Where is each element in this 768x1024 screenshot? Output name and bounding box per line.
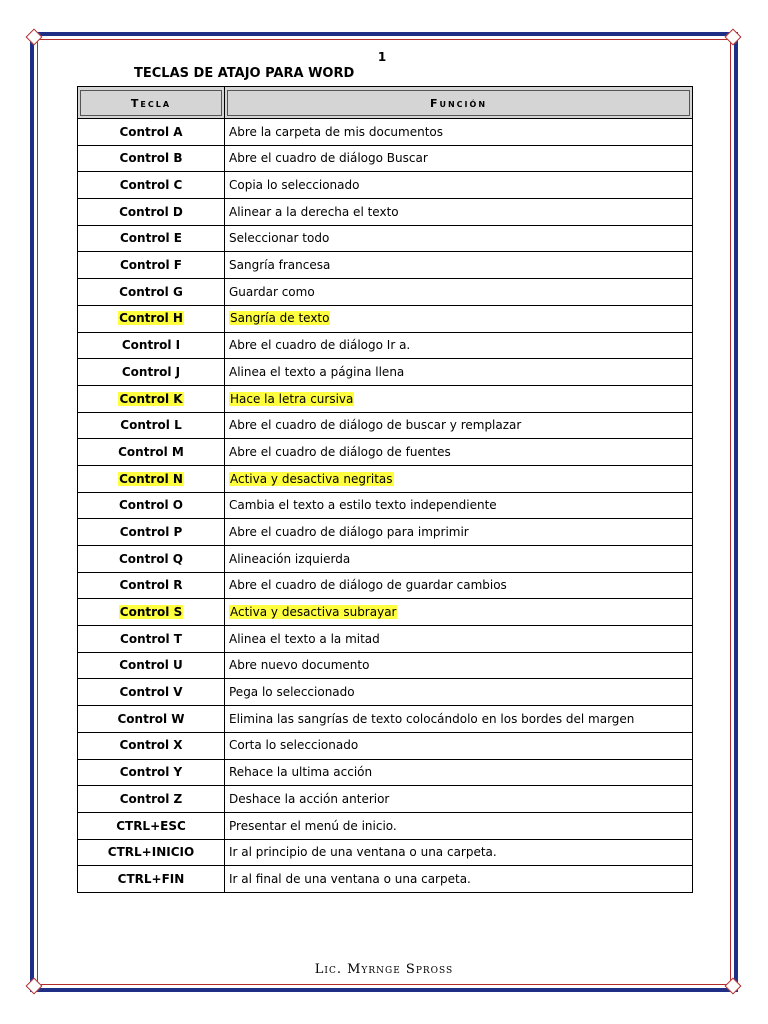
shortcut-function: Abre el cuadro de diálogo Ir a.: [229, 338, 411, 353]
shortcut-function-cell: [225, 332, 693, 359]
shortcut-key-cell: [78, 759, 225, 786]
shortcut-function-cell: [225, 546, 693, 573]
shortcut-function-cell: [225, 199, 693, 226]
shortcut-key: Control W: [117, 711, 185, 726]
document-title: TECLAS DE ATAJO PARA WORD: [134, 66, 355, 81]
shortcut-key: Control Y: [119, 765, 183, 780]
table-row: [78, 119, 693, 146]
shortcut-function-cell: [225, 279, 693, 306]
shortcut-key: Control T: [120, 631, 182, 646]
shortcut-function-cell: [225, 252, 693, 279]
shortcut-key: Control P: [119, 524, 183, 539]
table-row: [78, 679, 693, 706]
shortcut-key: Control M: [118, 444, 184, 459]
table-row: [78, 839, 693, 866]
shortcut-key: CTRL+ESC: [116, 818, 186, 833]
table-row: [78, 546, 693, 573]
shortcut-function-cell: [225, 359, 693, 386]
shortcut-key-cell: [78, 119, 225, 146]
shortcut-key-cell: [78, 492, 225, 519]
shortcut-function: Abre nuevo documento: [229, 658, 370, 673]
shortcut-function: Abre el cuadro de diálogo de fuentes: [229, 444, 451, 459]
shortcut-key-cell: [78, 439, 225, 466]
shortcut-function: Corta lo seleccionado: [229, 738, 359, 753]
shortcut-key: Control K: [119, 391, 183, 406]
shortcut-function-cell: [225, 412, 693, 439]
shortcut-key: Control R: [119, 578, 183, 593]
shortcut-key-cell: [78, 519, 225, 546]
shortcut-function-cell: [225, 305, 693, 332]
shortcut-key: Control F: [120, 258, 182, 273]
shortcut-function-cell: [225, 572, 693, 599]
shortcut-key-cell: [78, 839, 225, 866]
shortcut-function-cell: [225, 119, 693, 146]
shortcut-function: Hace la letra cursiva: [230, 391, 354, 406]
shortcut-key-cell: [78, 866, 225, 893]
table-row: [78, 252, 693, 279]
shortcut-function: Activa y desactiva negritas: [230, 471, 393, 486]
shortcut-function-cell: [225, 519, 693, 546]
shortcut-key: Control H: [119, 311, 183, 326]
shortcut-function-cell: [225, 599, 693, 626]
shortcut-key-cell: [78, 252, 225, 279]
shortcut-key-cell: [78, 572, 225, 599]
shortcuts-table: [77, 86, 693, 893]
shortcut-function: Pega lo seleccionado: [229, 685, 355, 700]
shortcut-function-cell: [225, 145, 693, 172]
shortcut-function: Presentar el menú de inicio.: [229, 818, 397, 833]
signature: Lic. Myrnge Spross: [314, 962, 454, 977]
shortcut-key: Control Q: [119, 551, 183, 566]
shortcut-function: Cambia el texto a estilo texto independiente: [229, 498, 497, 513]
shortcut-function: Elimina las sangrías de texto colocándolo en los bordes del margen: [229, 711, 635, 726]
header-function: [225, 87, 693, 119]
shortcut-key-cell: [78, 145, 225, 172]
shortcut-key: Control Z: [119, 791, 183, 806]
shortcut-function: Rehace la ultima acción: [229, 765, 373, 780]
shortcut-function-cell: [225, 759, 693, 786]
table-row: [78, 759, 693, 786]
shortcut-function: Guardar como: [229, 284, 315, 299]
shortcut-function-cell: [225, 786, 693, 813]
shortcut-key: CTRL+INICIO: [107, 845, 195, 860]
shortcut-function-cell: [225, 626, 693, 653]
shortcut-function: Abre el cuadro de diálogo de buscar y remplazar: [229, 418, 522, 433]
shortcut-function: Abre el cuadro de diálogo para imprimir: [229, 524, 469, 539]
shortcut-key-cell: [78, 706, 225, 733]
table-row: [78, 145, 693, 172]
shortcut-key-cell: [78, 412, 225, 439]
shortcut-key-cell: [78, 786, 225, 813]
shortcut-key: Control B: [119, 151, 183, 166]
shortcut-key-cell: [78, 225, 225, 252]
shortcut-function: Sangría francesa: [229, 258, 331, 273]
shortcut-function-cell: [225, 706, 693, 733]
shortcut-function: Alinear a la derecha el texto: [229, 204, 399, 219]
header-function-label: Función: [227, 90, 690, 116]
table-row: [78, 572, 693, 599]
shortcut-key-cell: [78, 679, 225, 706]
shortcut-key-cell: [78, 652, 225, 679]
shortcut-function-cell: [225, 439, 693, 466]
shortcut-key: Control E: [120, 231, 182, 246]
shortcut-key: Control N: [119, 471, 183, 486]
shortcut-function-cell: [225, 679, 693, 706]
table-row: [78, 439, 693, 466]
table-body: [78, 119, 693, 893]
shortcut-key-cell: [78, 199, 225, 226]
shortcut-key-cell: [78, 279, 225, 306]
shortcut-key-cell: [78, 332, 225, 359]
shortcut-key-cell: [78, 732, 225, 759]
table-row: [78, 305, 693, 332]
shortcut-function: Ir al final de una ventana o una carpeta.: [229, 871, 471, 886]
table-row: [78, 199, 693, 226]
shortcut-key-cell: [78, 812, 225, 839]
table-row: [78, 732, 693, 759]
shortcut-key: Control L: [120, 418, 182, 433]
shortcut-function-cell: [225, 385, 693, 412]
table-row: [78, 706, 693, 733]
shortcut-function-cell: [225, 866, 693, 893]
header-key-label: Tecla: [80, 90, 222, 116]
shortcut-function: Activa y desactiva subrayar: [230, 605, 397, 620]
shortcut-function-cell: [225, 839, 693, 866]
table-row: [78, 385, 693, 412]
shortcut-key: Control X: [119, 738, 183, 753]
table-row: [78, 599, 693, 626]
shortcut-key: Control J: [121, 364, 181, 379]
shortcut-function: Abre la carpeta de mis documentos: [229, 124, 443, 139]
shortcut-key: Control A: [119, 124, 183, 139]
shortcut-function: Alinea el texto a página llena: [229, 364, 405, 379]
table-row: [78, 172, 693, 199]
table-row: [78, 225, 693, 252]
shortcut-function-cell: [225, 172, 693, 199]
shortcut-key-cell: [78, 305, 225, 332]
shortcut-key-cell: [78, 599, 225, 626]
shortcut-function-cell: [225, 225, 693, 252]
shortcut-function: Copia lo seleccionado: [229, 178, 360, 193]
shortcut-key-cell: [78, 626, 225, 653]
shortcut-key-cell: [78, 465, 225, 492]
shortcut-function-cell: [225, 492, 693, 519]
table-row: [78, 465, 693, 492]
page-number: 1: [377, 50, 387, 64]
table-row: [78, 786, 693, 813]
table-row: [78, 519, 693, 546]
shortcut-key: Control D: [119, 204, 183, 219]
shortcut-key: Control U: [119, 658, 183, 673]
shortcut-function: Alinea el texto a la mitad: [229, 631, 380, 646]
shortcut-function-cell: [225, 732, 693, 759]
shortcut-key: Control V: [119, 685, 183, 700]
table-row: [78, 359, 693, 386]
table-row: [78, 332, 693, 359]
shortcut-key-cell: [78, 546, 225, 573]
table-row: [78, 866, 693, 893]
shortcut-function: Abre el cuadro de diálogo Buscar: [229, 151, 428, 166]
table-row: [78, 279, 693, 306]
shortcut-function: Abre el cuadro de diálogo de guardar cambios: [229, 578, 507, 593]
table-row: [78, 412, 693, 439]
shortcut-function-cell: [225, 465, 693, 492]
table-row: [78, 626, 693, 653]
table-header-row: [78, 87, 693, 119]
shortcut-key: Control O: [119, 498, 183, 513]
shortcut-key: CTRL+FIN: [117, 871, 185, 886]
shortcut-key: Control S: [119, 605, 183, 620]
shortcut-function-cell: [225, 652, 693, 679]
table-row: [78, 492, 693, 519]
shortcut-key-cell: [78, 385, 225, 412]
header-key: [78, 87, 225, 119]
table-row: [78, 652, 693, 679]
shortcut-function: Sangría de texto: [230, 311, 330, 326]
shortcut-key: Control I: [121, 338, 181, 353]
shortcut-function: Deshace la acción anterior: [229, 791, 390, 806]
shortcut-key-cell: [78, 359, 225, 386]
shortcut-function: Ir al principio de una ventana o una carpeta.: [229, 845, 497, 860]
shortcut-function-cell: [225, 812, 693, 839]
shortcut-function: Seleccionar todo: [229, 231, 330, 246]
shortcut-key: Control C: [119, 178, 183, 193]
shortcut-function: Alineación izquierda: [229, 551, 351, 566]
shortcut-key-cell: [78, 172, 225, 199]
table-row: [78, 812, 693, 839]
shortcut-key: Control G: [119, 284, 183, 299]
